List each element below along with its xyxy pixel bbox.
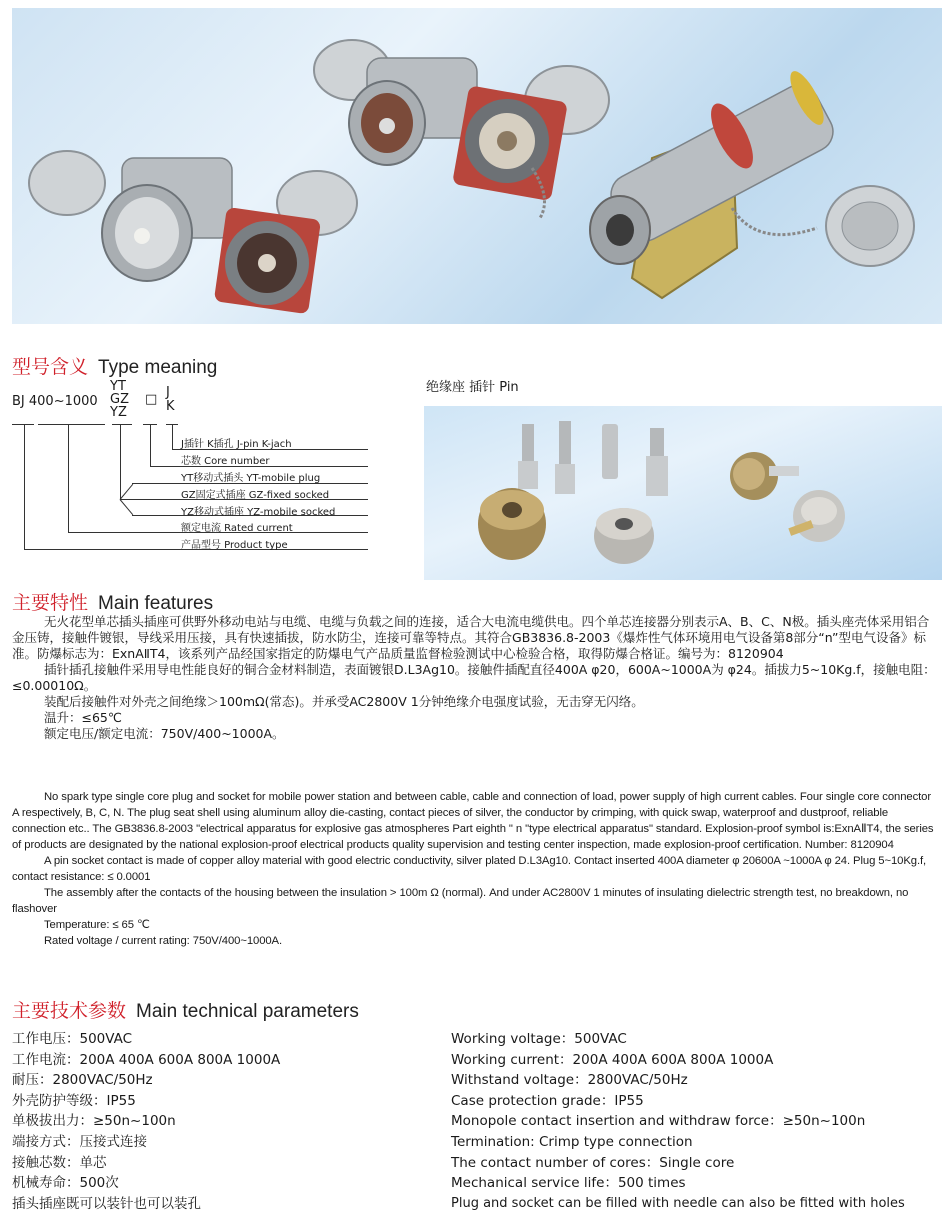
param-en-item: Mechanical service life：500 times [451, 1175, 686, 1192]
feature-en-paragraph: No spark type single core plug and socket for mobile power station and between cable, cable and connection of load, power supply of high current cables. Four single core connector A respectively, B, C, N. The plug seat shell using aluminum alloy die-casting, contact pieces of silver, the conductor by crimping, with quick swap, waterproof and dustproof, reliable connection etc.. The GB3836.8-2003 "electrical apparatus for explosive gas atmospheres Part eighth " n "type electrical apparatus" standard. Explosion-proof symbol is:ExnAⅡT4, the series of products are designated by the national explosion-proof electrical products quality supervision and testing center inspection, made explosion-proof certification. Number: 8120904 [12, 791, 934, 851]
model-code-suffix [166, 386, 175, 414]
param-en-item: Withstand voltage：2800VAC/50Hz [451, 1072, 688, 1089]
param-zh-item: 工作电压：500VAC [12, 1031, 133, 1047]
features-zh-block [12, 614, 940, 742]
suffix-j: J [166, 385, 170, 400]
left-socket [214, 171, 357, 314]
features-en-block [12, 789, 940, 949]
param-en-item: Working current：200A 400A 600A 800A 1000A [451, 1051, 774, 1068]
legend-core-number: 芯数 Core number [181, 456, 270, 467]
model-code-box: □ [145, 392, 158, 407]
middle-plug [314, 40, 477, 165]
legend-pin-jack: J插针 K插孔 J-pin K-jach [181, 439, 292, 450]
param-zh-item: 插头插座既可以装针也可以装孔 [12, 1195, 201, 1212]
param-en-item: Monopole contact insertion and withdraw force：≥50n~100n [451, 1113, 866, 1130]
param-zh-item: 工作电流：200A 400A 600A 800A 1000A [12, 1051, 281, 1068]
pin-caption: 绝缘座 插针 Pin [426, 380, 519, 395]
model-code-prefix: BJ 400~1000 [12, 394, 98, 409]
param-en-item: The contact number of cores：Single core [451, 1154, 735, 1171]
feature-zh-paragraph: 额定电压/额定电流：750V/400~1000A。 [44, 726, 285, 741]
param-zh-item: 单极拔出力：≥50n~100n [12, 1113, 176, 1130]
legend-gz: GZ固定式插座 GZ-fixed socked [181, 490, 330, 501]
feature-zh-paragraph: 无火花型单芯插头插座可供野外移动电站与电缆、电缆与负载之间的连接，适合大电流电缆供电。四个单芯连接器分别表示A、B、C、N极。插头座壳体采用铝合金压铸，接触件镀银，导线采用压接，具有快速插拔，防水防尘，连接可靠等特点。其符合GB3836.8-2003《爆炸性气体环境用电气设备第8部分“n”型电气设备》标准。防爆标志为：ExnAⅡT4，该系列产品经国家指定的防爆电气产品质量监督检验测试中心检验合格，取得防爆合格证。编号为：8120904 [12, 614, 930, 661]
left-plug [29, 151, 232, 281]
param-en-item: Termination: Crimp type connection [451, 1133, 693, 1150]
pins [518, 421, 668, 496]
feature-en-paragraph: Temperature: ≤ 65 ℃ [44, 919, 150, 931]
main-features-title-en: Main features [98, 593, 214, 614]
tech-params-title-zh: 主要技术参数 [12, 1000, 127, 1022]
tech-params-title [12, 996, 359, 1023]
product-photo [12, 8, 942, 324]
feature-zh-paragraph: 温升：≤65℃ [44, 710, 122, 725]
params-zh-list [12, 1029, 432, 1214]
param-zh-item: 接触芯数：单芯 [12, 1154, 107, 1171]
feature-zh-paragraph: 装配后接触件对外壳之间绝缘＞100mΩ(常态)。并承受AC2800V 1分钟绝缘介电强度试验，无击穿无闪络。 [44, 694, 644, 709]
param-en-item: Working voltage：500VAC [451, 1031, 627, 1047]
legend-yz: YZ移动式插座 YZ-mobile socked [181, 507, 336, 518]
feature-zh-paragraph: 插针插孔接触件采用导电性能良好的铜合金材料制造，表面镀银D.L3Ag10。接触件插配直径400A φ20，600A~1000A为 φ24。插拔力5~10Kg.f，接触电阻：≤0.00010Ω。 [12, 662, 936, 693]
variant-gz: GZ [110, 392, 129, 407]
right-connector [590, 67, 914, 298]
tech-params-title-en: Main technical parameters [136, 1001, 359, 1022]
param-zh-item: 外壳防护等级：IP55 [12, 1092, 136, 1109]
legend-rated-current: 额定电流 Rated current [181, 523, 293, 534]
params-en-list [451, 1029, 943, 1214]
variant-yt: YT [110, 379, 126, 394]
type-meaning-title-zh: 型号含义 [12, 356, 89, 378]
param-en-item: Case protection grade：IP55 [451, 1092, 644, 1109]
main-features-title-zh: 主要特性 [12, 592, 89, 614]
middle-socket [452, 66, 609, 218]
feature-en-paragraph: Rated voltage / current rating: 750V/400~1000A. [44, 935, 283, 947]
type-meaning-title-en: Type meaning [98, 357, 218, 378]
pin-photo [424, 406, 942, 580]
legend-product-type: 产品型号 Product type [181, 540, 288, 551]
pin-illustration [424, 406, 942, 580]
type-meaning-title [12, 352, 217, 379]
param-zh-item: 机械寿命：500次 [12, 1175, 119, 1192]
feature-en-paragraph: A pin socket contact is made of copper alloy material with good electric conductivity, silver plated D.L3Ag10. Contact inserted 400A diameter φ 20600A ~1000A φ 24. Plug 5~10Kg.f, contact resistance: ≤ 0.0001 [12, 855, 927, 883]
param-zh-item: 耐压：2800VAC/50Hz [12, 1072, 153, 1089]
connector-illustration [12, 8, 942, 324]
suffix-k: K [166, 399, 175, 414]
param-zh-item: 端接方式：压接式连接 [12, 1133, 147, 1150]
main-features-title [12, 588, 213, 615]
variant-yz: YZ [110, 405, 127, 420]
legend-yt: YT移动式插头 YT-mobile plug [181, 473, 321, 484]
feature-en-paragraph: The assembly after the contacts of the housing between the insulation > 100m Ω (normal). And under AC2800V 1 minutes of insulating dielectric strength test, no breakdown, no flashover [12, 887, 909, 915]
model-code-variants [110, 380, 129, 419]
param-en-item: Plug and socket can be filled with needle can also be fitted with holes [451, 1195, 905, 1211]
